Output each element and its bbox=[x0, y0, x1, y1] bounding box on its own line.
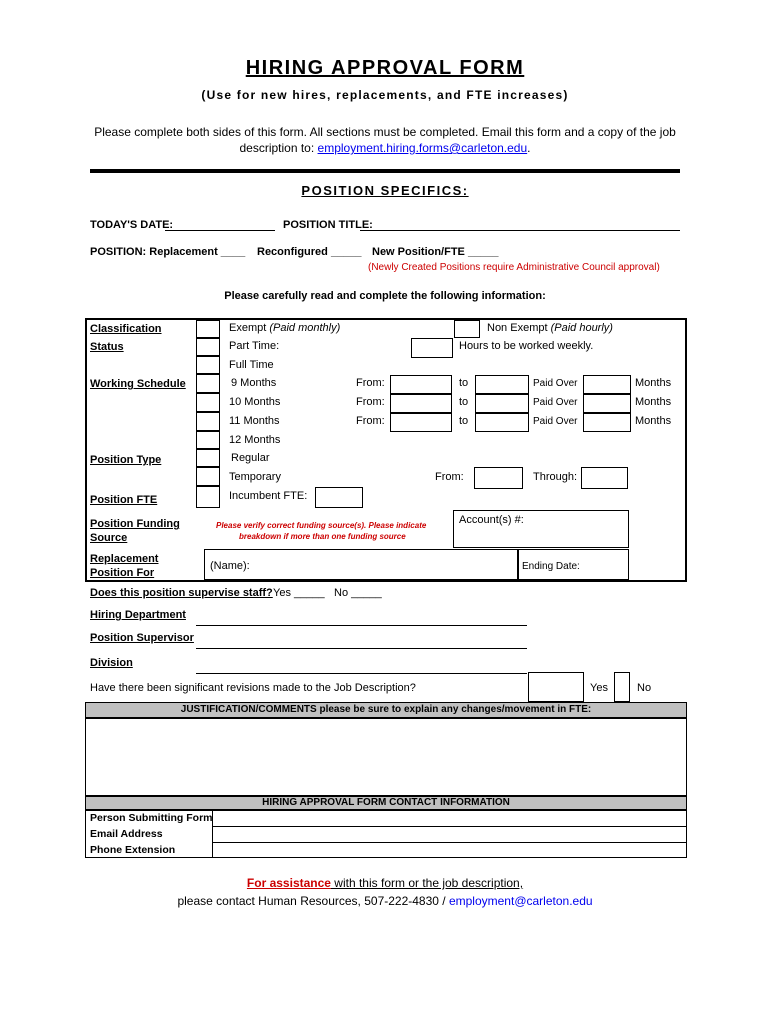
funding-source-label-1: Position Funding bbox=[90, 518, 180, 530]
non-exempt-checkbox[interactable] bbox=[454, 320, 480, 338]
justification-title: JUSTIFICATION/COMMENTS please be sure to explain any changes/movement in FTE: bbox=[180, 704, 592, 715]
classification-label: Classification bbox=[90, 323, 162, 335]
contact-phone-input[interactable] bbox=[214, 843, 684, 857]
section-title: POSITION SPECIFICS: bbox=[301, 183, 469, 198]
footer-contact: please contact Human Resources, 507-222-4830 / employment@carleton.edu bbox=[177, 894, 593, 908]
temp-from-input[interactable] bbox=[474, 467, 523, 489]
division-label: Division bbox=[90, 657, 133, 669]
contact-email-label: Email Address bbox=[90, 828, 163, 840]
revisions-question: Have there been significant revisions made to the Job Description? bbox=[90, 682, 416, 694]
contact-person-input[interactable] bbox=[214, 811, 684, 825]
part-time-checkbox[interactable] bbox=[196, 338, 220, 356]
funding-note-1: Please verify correct funding source(s). Please indicate bbox=[216, 521, 427, 530]
division-field[interactable] bbox=[196, 673, 527, 674]
full-time-checkbox[interactable] bbox=[196, 356, 220, 374]
schedule-9-paid-input[interactable] bbox=[583, 375, 631, 394]
hiring-department-field[interactable] bbox=[196, 625, 527, 626]
schedule-10-from-label: From: bbox=[356, 396, 385, 408]
schedule-9-to-input[interactable] bbox=[475, 375, 529, 394]
position-supervisor-field[interactable] bbox=[196, 648, 527, 649]
contact-email-input[interactable] bbox=[214, 827, 684, 841]
revisions-no-label: No bbox=[637, 682, 652, 694]
non-exempt-label: Non Exempt (Paid hourly) bbox=[487, 322, 613, 334]
position-new-fte[interactable]: New Position/FTE _____ bbox=[372, 246, 499, 258]
form-title: HIRING APPROVAL FORM bbox=[245, 57, 525, 79]
exempt-label: Exempt (Paid monthly) bbox=[229, 322, 341, 334]
schedule-9-from-label: From: bbox=[356, 377, 385, 389]
funding-source-label-2: Source bbox=[90, 532, 128, 544]
revisions-no-box[interactable] bbox=[614, 672, 630, 702]
contact-title: HIRING APPROVAL FORM CONTACT INFORMATION bbox=[262, 797, 510, 808]
funding-note-2: breakdown if more than one funding source bbox=[239, 532, 406, 541]
form-subtitle: (Use for new hires, replacements, and FTE increases) bbox=[201, 88, 569, 102]
part-time-label: Part Time: bbox=[229, 340, 280, 352]
supervise-yes[interactable]: Yes _____ bbox=[273, 587, 325, 599]
schedule-11-from-input[interactable] bbox=[390, 413, 452, 432]
schedule-9-label: 9 Months bbox=[231, 377, 277, 389]
schedule-10-months-label: Months bbox=[635, 396, 672, 408]
schedule-10-label: 10 Months bbox=[229, 396, 281, 408]
schedule-10-from-input[interactable] bbox=[390, 394, 452, 413]
position-fte-label: Position FTE bbox=[90, 494, 158, 506]
hiring-department-label: Hiring Department bbox=[90, 609, 186, 621]
position-title-label: POSITION TITLE: bbox=[283, 219, 373, 231]
replacement-label-1: Replacement bbox=[90, 553, 159, 565]
footer-email-link[interactable]: employment@carleton.edu bbox=[448, 894, 593, 908]
intro-text: Please complete both sides of this form. All sections must be completed. Email this form and a copy of the job description to: bbox=[94, 125, 676, 155]
schedule-11-months-label: Months bbox=[635, 415, 672, 427]
position-replacement[interactable]: POSITION: Replacement ____ bbox=[90, 246, 246, 258]
accounts-label: Account(s) #: bbox=[459, 514, 524, 526]
schedule-9-months-label: Months bbox=[635, 377, 672, 389]
todays-date-field[interactable] bbox=[165, 230, 275, 231]
schedule-10-to-label: to bbox=[459, 396, 469, 408]
hours-weekly-label: Hours to be worked weekly. bbox=[459, 340, 594, 352]
schedule-11-label: 11 Months bbox=[229, 415, 280, 427]
contact-person-label: Person Submitting Form bbox=[90, 812, 213, 824]
replacement-name-label: (Name): bbox=[210, 560, 250, 572]
working-schedule-label: Working Schedule bbox=[90, 378, 186, 390]
schedule-11-paid-label: Paid Over bbox=[533, 416, 578, 427]
schedule-10-paid-label: Paid Over bbox=[533, 397, 578, 408]
regular-checkbox[interactable] bbox=[196, 449, 220, 467]
9-months-checkbox[interactable] bbox=[196, 374, 220, 393]
new-position-note: (Newly Created Positions require Administrative Council approval) bbox=[368, 262, 660, 273]
intro-email-link[interactable]: employment.hiring.forms@carleton.edu bbox=[317, 141, 528, 155]
schedule-11-paid-input[interactable] bbox=[583, 413, 631, 432]
position-type-label: Position Type bbox=[90, 454, 162, 466]
intro-paragraph bbox=[90, 124, 680, 156]
full-time-label: Full Time bbox=[229, 359, 274, 371]
schedule-11-to-label: to bbox=[459, 415, 469, 427]
incumbent-fte-label: Incumbent FTE: bbox=[229, 490, 308, 502]
intro-end: . bbox=[527, 141, 531, 155]
footer-assistance: For assistance with this form or the job description, bbox=[246, 876, 524, 890]
header-rule bbox=[90, 169, 680, 173]
schedule-9-to-label: to bbox=[459, 377, 469, 389]
replacement-label-2: Position For bbox=[90, 567, 155, 579]
position-title-field[interactable] bbox=[360, 230, 680, 231]
incumbent-fte-input[interactable] bbox=[315, 487, 363, 508]
exempt-checkbox[interactable] bbox=[196, 320, 220, 338]
schedule-10-to-input[interactable] bbox=[475, 394, 529, 413]
temp-from-label: From: bbox=[435, 471, 464, 483]
regular-label: Regular bbox=[231, 452, 270, 464]
todays-date-label: TODAY'S DATE: bbox=[90, 219, 174, 231]
incumbent-fte-checkbox[interactable] bbox=[196, 486, 220, 508]
schedule-9-paid-label: Paid Over bbox=[533, 378, 578, 389]
temporary-checkbox[interactable] bbox=[196, 467, 220, 486]
schedule-11-from-label: From: bbox=[356, 415, 385, 427]
justification-textarea[interactable] bbox=[85, 718, 687, 796]
revisions-yes-box[interactable] bbox=[528, 672, 584, 702]
position-supervisor-label: Position Supervisor bbox=[90, 632, 194, 644]
ending-date-label: Ending Date: bbox=[522, 561, 580, 572]
hours-weekly-input[interactable] bbox=[411, 338, 453, 358]
supervise-no[interactable]: No _____ bbox=[334, 587, 382, 599]
11-months-checkbox[interactable] bbox=[196, 412, 220, 431]
revisions-yes-label: Yes bbox=[590, 682, 608, 694]
status-label: Status bbox=[90, 341, 124, 353]
schedule-9-from-input[interactable] bbox=[390, 375, 452, 394]
temp-through-input[interactable] bbox=[581, 467, 628, 489]
position-reconfigured[interactable]: Reconfigured _____ bbox=[257, 246, 362, 258]
schedule-11-to-input[interactable] bbox=[475, 413, 529, 432]
replacement-name-input[interactable] bbox=[204, 549, 518, 580]
twelve-months-label: 12 Months bbox=[229, 434, 281, 446]
10-months-checkbox[interactable] bbox=[196, 393, 220, 412]
supervise-question: Does this position supervise staff? bbox=[90, 587, 273, 599]
temp-through-label: Through: bbox=[533, 471, 578, 483]
schedule-10-paid-input[interactable] bbox=[583, 394, 631, 413]
temporary-label: Temporary bbox=[229, 471, 281, 483]
instructions: Please carefully read and complete the following information: bbox=[224, 290, 546, 302]
contact-phone-label: Phone Extension bbox=[90, 844, 176, 856]
12-months-checkbox[interactable] bbox=[196, 431, 220, 449]
